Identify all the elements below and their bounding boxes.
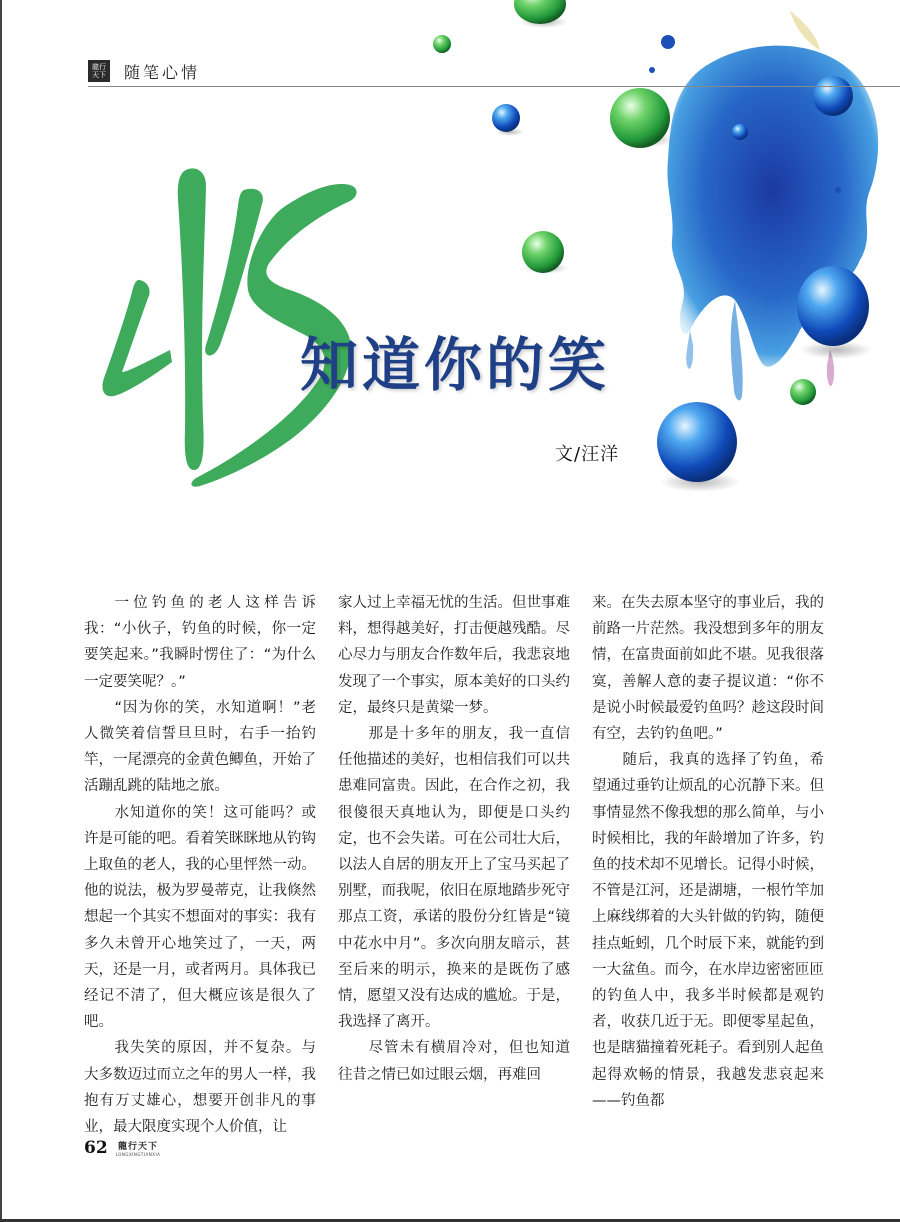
section-title: 随笔心情 bbox=[124, 62, 201, 82]
ink-speck bbox=[835, 187, 841, 193]
water-drop-blue bbox=[657, 402, 737, 482]
section-header bbox=[88, 58, 200, 84]
water-drop-green bbox=[522, 231, 564, 273]
water-drop-green bbox=[790, 379, 816, 405]
section-divider bbox=[88, 86, 900, 87]
ink-drip bbox=[686, 330, 693, 369]
footer-brand-cn: 龍行天下 bbox=[118, 1142, 159, 1152]
text-column-2 bbox=[338, 590, 570, 1088]
page-number: 62 bbox=[84, 1138, 108, 1158]
paragraph: 水知道你的笑！这可能吗？或许是可能的吧。看着笑眯眯地从钓钩上取鱼的老人，我的心里怦然一动。他的说法，极为罗曼蒂克，让我倏然想起一个其实不想面对的事实：我有多久未曾开心地笑过了，一天，两天，还是一月，或者两月。具体我已经记不清了，但大概应该是很久了吧。 bbox=[84, 804, 316, 1031]
text-column-3 bbox=[592, 590, 824, 1114]
magazine-logo bbox=[88, 60, 110, 82]
water-drop-blue bbox=[797, 266, 869, 346]
paragraph: 尽管未有横眉冷对，但也知道往昔之情已如过眼云烟，再难回 bbox=[338, 1040, 570, 1083]
article-title: 知道你的笑 bbox=[300, 331, 611, 399]
logo-line-1: 龍行 bbox=[92, 63, 106, 71]
paragraph: 来。在失去原本坚守的事业后，我的前路一片茫然。我没想到多年的朋友情，在富贵面前如此不堪。见我很落寞，善解人意的妻子提议道：“你不是说小时候最爱钓鱼吗？趁这段时间有空，去钓钓鱼吧。” bbox=[592, 595, 824, 743]
text-column-1 bbox=[84, 590, 316, 1140]
footer-brand-en: LONGXINGTIANXIA bbox=[115, 1152, 161, 1157]
water-drop-green bbox=[610, 88, 670, 148]
paragraph: 那是十多年的朋友，我一直信任他描述的美好，也相信我们可以共患难同富贵。因此，在合作之初，我很傻很天真地认为，即便是口头约定，也不会失诺。可在公司壮大后，以法人自居的朋友开上了宝马买起了别墅，而我呢，依旧在原地踏步死守那点工资，承诺的股份分红皆是“镜中花水中月”。多次向朋友暗示，甚至后来的明示，换来的是既伤了感情，愿望又没有达成的尴尬。于是，我选择了离开。 bbox=[338, 726, 570, 1031]
paragraph: 家人过上幸福无忧的生活。但世事难料，想得越美好，打击便越残酷。尽心尽力与朋友合作数年后，我悲哀地发现了一个事实，原本美好的口头约定，最终只是黄粱一梦。 bbox=[338, 595, 570, 716]
water-drop-blue bbox=[813, 76, 853, 116]
paragraph: 我失笑的原因，并不复杂。与大多数迈过而立之年的男人一样，我抱有万丈雄心，想要开创非凡的事业，最大限度实现个人价值，让 bbox=[84, 1040, 316, 1136]
ink-splatter bbox=[790, 10, 820, 50]
paragraph: “因为你的笑，水知道啊！”老人微笑着信誓旦旦时，右手一抬钓竿，一尾漂亮的金黄色鲫鱼，开始了活蹦乱跳的陆地之旅。 bbox=[84, 699, 316, 795]
ink-speck bbox=[649, 67, 655, 73]
ink-speck bbox=[661, 35, 675, 49]
water-drop-green bbox=[433, 35, 451, 53]
footer-brand bbox=[116, 1139, 161, 1157]
page-footer bbox=[84, 1138, 160, 1158]
paragraph: 一位钓鱼的老人这样告诉我：“小伙子，钓鱼的时候，你一定要笑起来。”我瞬时愣住了：“为什么一定要笑呢？。” bbox=[84, 595, 316, 690]
header-artwork bbox=[0, 0, 900, 560]
ink-drip bbox=[731, 300, 743, 400]
water-drop-blue bbox=[732, 124, 748, 140]
water-drop-blue bbox=[492, 104, 520, 132]
paragraph: 随后，我真的选择了钓鱼，希望通过垂钓让烦乱的心沉静下来。但事情显然不像我想的那么简单，与小时候相比，我的年龄增加了许多，钓鱼的技术却不见增长。记得小时候，不管是江河，还是湖塘，一根竹竿加上麻线绑着的大头针做的钓钩，随便挂点蚯蚓，几个时辰下来，就能钓到一大盆鱼。而今，在水岸边密密匝匝的钓鱼人中，我多半时候都是观钓者，收获几近于无。即便零星起鱼，也是瞎猫撞着死耗子。看到别人起鱼起得欢畅的情景，我越发悲哀起来——钓鱼都 bbox=[592, 752, 824, 1109]
logo-line-2: 天下 bbox=[92, 71, 106, 79]
article-byline: 文/汪洋 bbox=[555, 444, 620, 465]
